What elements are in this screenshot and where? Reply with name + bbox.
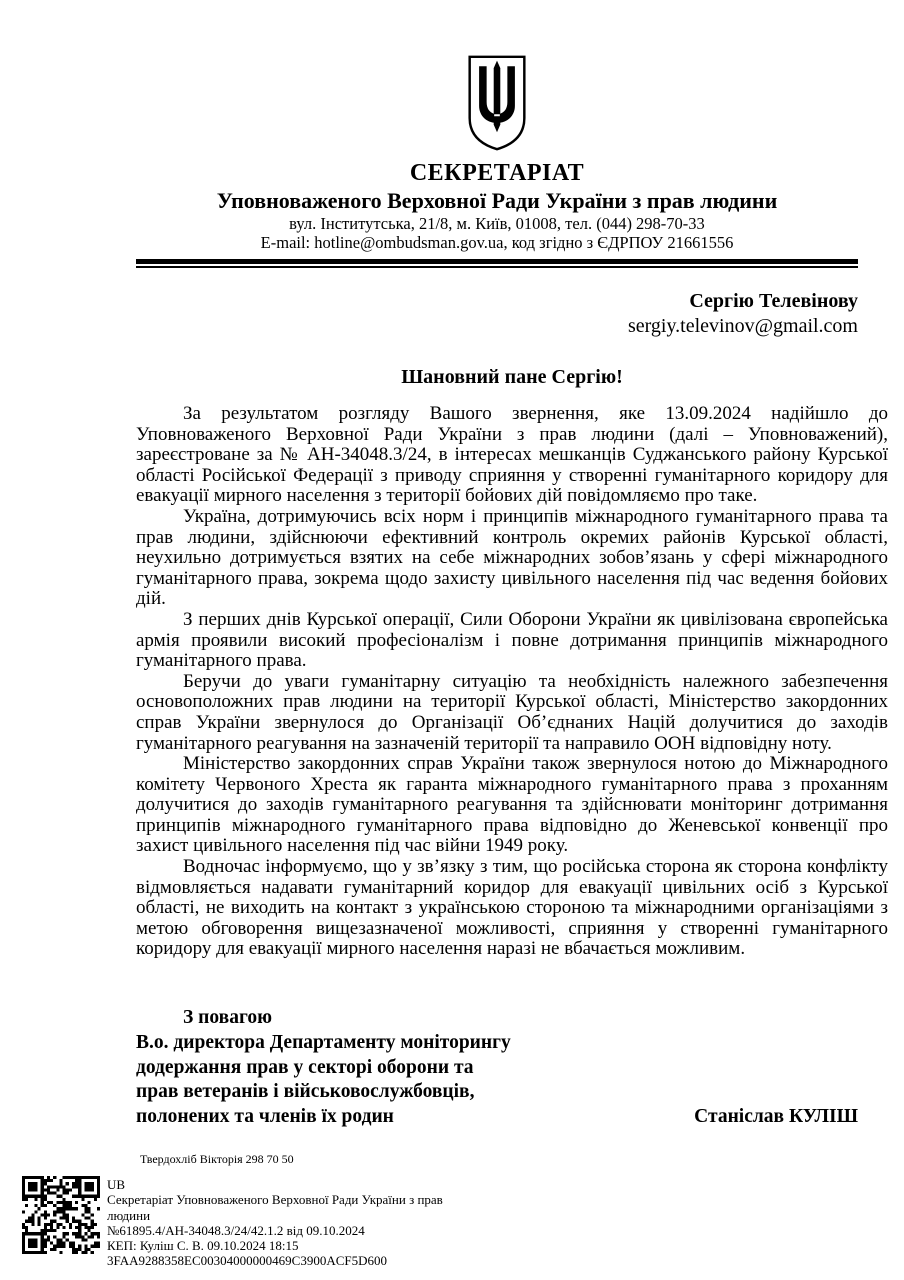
qr-code-icon [22, 1176, 100, 1254]
stamp-line: людини [107, 1207, 151, 1223]
body-paragraph: Україна, дотримуючись всіх норм і принципів міжнародного гуманітарного права та прав людини, здійснюючи ефективний контроль окремих районів Курської області, неухильно дотримується взятих на себе міжнародних зобов’язань у сфері міжнародного гуманітарного права, зокрема щодо захисту цивільного населення під час ведення бойових дій. [136, 505, 888, 610]
recipient-block [136, 289, 858, 339]
body-paragraph: Міністерство закордонних справ України також звернулося нотою до Міжнародного комітету Червоного Хреста як гаранта міжнародного гуманітарного права з проханням долучитися до заходів гуманітарного реагування та здійснювати моніторинг дотримання принципів міжнародного гуманітарного права відповідно до Женевської конвенції про захист цивільного населення під час війни 1949 року. [136, 753, 888, 857]
executor-line: Твердохліб Вікторія 298 70 50 [140, 1152, 294, 1166]
stamp-line: 3FAA9288358EC00304000000469C3900ACF5D600 [107, 1253, 388, 1269]
signature-block [136, 1006, 858, 1130]
recipient-email: sergiy.televinov@gmail.com [627, 315, 858, 337]
stamp-line: UB [107, 1177, 126, 1192]
signature-closing: З повагою [183, 1007, 272, 1029]
signer-title-line: прав ветеранів і військовослужбовців, [136, 1081, 475, 1103]
org-subtitle: Уповноваженого Верховної Ради України з прав людини [216, 188, 778, 213]
signer-title [136, 1006, 511, 1130]
stamp-text [107, 1176, 443, 1269]
ukraine-trident-emblem-icon [465, 54, 529, 152]
letter-body [136, 404, 888, 960]
org-email: E-mail: hotline@ombudsman.gov.ua, код згідно з ЄДРПОУ 21661556 [260, 233, 734, 252]
signer-title-line: В.о. директора Департаменту моніторингу [136, 1031, 511, 1053]
body-paragraph: За результатом розгляду Вашого звернення, яке 13.09.2024 надійшло до Уповноваженого Верховної Ради України з прав людини (далі – Уповноважений), зареєстроване за № АН-34048.3/24, в інтересах мешканців Суджанського району Курської області Російської Федерації з приводу сприяння у створенні гуманітарного коридору для евакуації мирного населення з території бойових дій повідомляємо про таке. [136, 403, 888, 507]
signer-title-line: полонених та членів їх родин [136, 1106, 394, 1128]
signer-title-line: додержання прав у секторі оборони та [136, 1056, 474, 1078]
body-paragraph: З перших днів Курської операції, Сили Оборони України як цивілізована європейська армія проявили високий професіоналізм і повне дотримання принципів міжнародного гуманітарного права. [136, 608, 888, 672]
stamp-line: Секретаріат Уповноваженого Верховної Ради України з прав [107, 1192, 443, 1208]
salutation: Шановний пане Сергію! [401, 366, 623, 388]
body-paragraph: Водночас інформуємо, що у зв’язку з тим, що російська сторона як сторона конфлікту відмовляється надавати гуманітарний коридор для евакуації цивільних осіб з Курської області, не виходить на контакт з українською стороною та міжнародними організаціями з метою обговорення вищезазначеної можливості, сприяння у створенні гуманітарного коридору для евакуації мирного населення наразі не вбачається можливим. [136, 856, 888, 960]
org-title: СЕКРЕТАРІАТ [409, 160, 585, 186]
stamp-line: КЕП: Куліш С. В. 09.10.2024 18:15 [107, 1238, 299, 1254]
letterhead [136, 54, 858, 268]
stamp-line: №61895.4/АН-34048.3/24/42.1.2 від 09.10.2024 [107, 1222, 365, 1238]
signer-name: Станіслав КУЛІШ [694, 1106, 858, 1128]
org-address: вул. Інститутська, 21/8, м. Київ, 01008, тел. (044) 298-70-33 [289, 214, 705, 233]
header-separator-rule [136, 259, 858, 268]
body-paragraph: Беручи до уваги гуманітарну ситуацію та необхідність належного забезпечення основоположних прав людини на території Курської області, Міністерство закордонних справ України звернулося до Організації Об’єднаних Націй долучитися до заходів гуманітарного реагування на зазначеній території та направило ООН відповідну ноту. [136, 670, 888, 754]
recipient-name: Сергію Телевінову [689, 290, 858, 312]
registration-stamp [22, 1176, 443, 1269]
